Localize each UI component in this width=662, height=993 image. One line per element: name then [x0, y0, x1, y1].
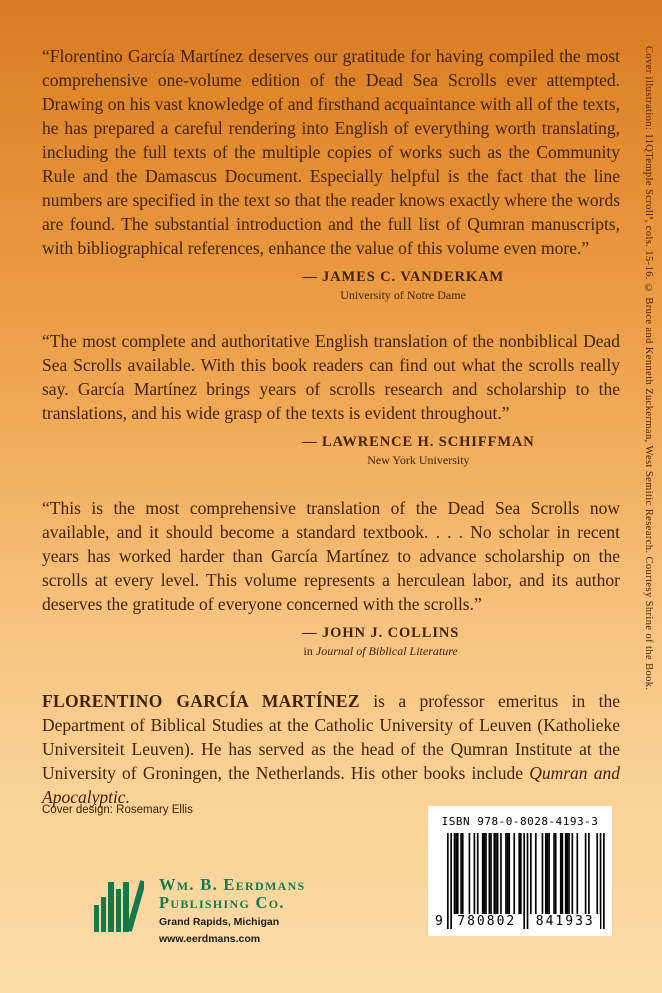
attribution-name: — JAMES C. VANDERKAM — [302, 269, 505, 285]
author-book-title: Qumran and Apocalyptic. — [42, 763, 620, 807]
publisher-website: www.eerdmans.com — [159, 932, 261, 945]
affiliation-prefix: in — [303, 644, 316, 658]
attribution-affiliation: New York University — [367, 453, 470, 467]
author-bio-body: is a professor emeritus in the Department of Biblical Studies at the Catholic University of Leuven (Katholieke Universiteit Leuven). He has served as the head of the Qumran Institute at the University of Groningen, the Netherlands. His other books include — [42, 691, 621, 783]
barcode-digit-group: 841933 — [531, 914, 601, 929]
quote-text: “This is the most comprehensive translation of the Dead Sea Scrolls now available, and it should become a standard textbook. . . . No scholar in recent years has worked harder than García Martínez to advance scholarship on the scrolls at every level. This volume represents a herculean labor, and its author deserves the gratitude of everyone concerned with the scrolls.” — [42, 498, 620, 614]
quote-block-collins — [42, 496, 620, 659]
isbn-label: ISBN 978-0-8028-4193-3 — [441, 815, 599, 828]
publisher-name-line2: Publishing Co. — [159, 893, 285, 913]
barcode-digit-group: 9 — [435, 914, 443, 929]
affiliation-journal: Journal of Biblical Literature — [315, 644, 458, 658]
quote-text: “Florentino García Martínez deserves our gratitude for having compiled the most comprehensive one-volume edition of the Dead Sea Scrolls ever attempted. Drawing on his vast knowledge of and firsthand acquaintance with all of the texts, he has prepared a careful rendering into English of everything worth translating, including the full texts of the multiple copies of works such as the Community Rule and the Damascus Document. Especially helpful is the fact that the line numbers are specified in the text so that the reader knows exactly where the words are found. The substantial introduction and the full list of Qumran manuscripts, with bibliographical references, enhance the value of this volume even more.” — [42, 46, 620, 258]
barcode-digit-group: 780802 — [452, 914, 522, 929]
publisher-location: Grand Rapids, Michigan — [159, 915, 280, 928]
attribution-block — [302, 625, 459, 659]
quote-text: “The most complete and authoritative English translation of the nonbiblical Dead Sea Scrolls available. With this book readers can find out what the scrolls really say. García Martínez brings years of scrolls research and scholarship to the translations, and his wide grasp of the texts is evident throughout.” — [42, 331, 620, 423]
publisher-text — [159, 874, 306, 946]
cover-design-credit: Cover design: Rosemary Ellis — [42, 804, 193, 816]
publisher-name-line1: Wm. B. Eerdmans — [159, 875, 306, 894]
attribution-affiliation — [302, 644, 459, 659]
publisher-block — [94, 874, 306, 946]
attribution-name: — JOHN J. COLLINS — [302, 625, 460, 641]
author-name: FLORENTINO GARCÍA MARTÍNEZ — [42, 691, 360, 711]
attribution-block — [302, 269, 504, 303]
barcode-digits — [435, 914, 605, 929]
quote-block-vanderkam — [42, 44, 620, 303]
attribution-affiliation: University of Notre Dame — [340, 288, 466, 302]
cover-illustration-credit: Cover illustration: 11QTemple Scrollª, cols. 15-16. © Bruce and Kenneth Zuckerman, West Semitic Research. Courtesy Shrine of the Book. — [643, 46, 654, 691]
barcode — [435, 833, 605, 929]
author-bio-text — [42, 689, 620, 809]
attribution-name: — LAWRENCE H. SCHIFFMAN — [302, 434, 535, 450]
attribution-block — [302, 434, 535, 468]
barcode-panel — [428, 806, 612, 936]
quote-block-schiffman — [42, 329, 620, 468]
content-column — [42, 44, 620, 809]
author-bio — [42, 689, 620, 809]
eerdmans-books-logo-icon — [94, 874, 144, 932]
